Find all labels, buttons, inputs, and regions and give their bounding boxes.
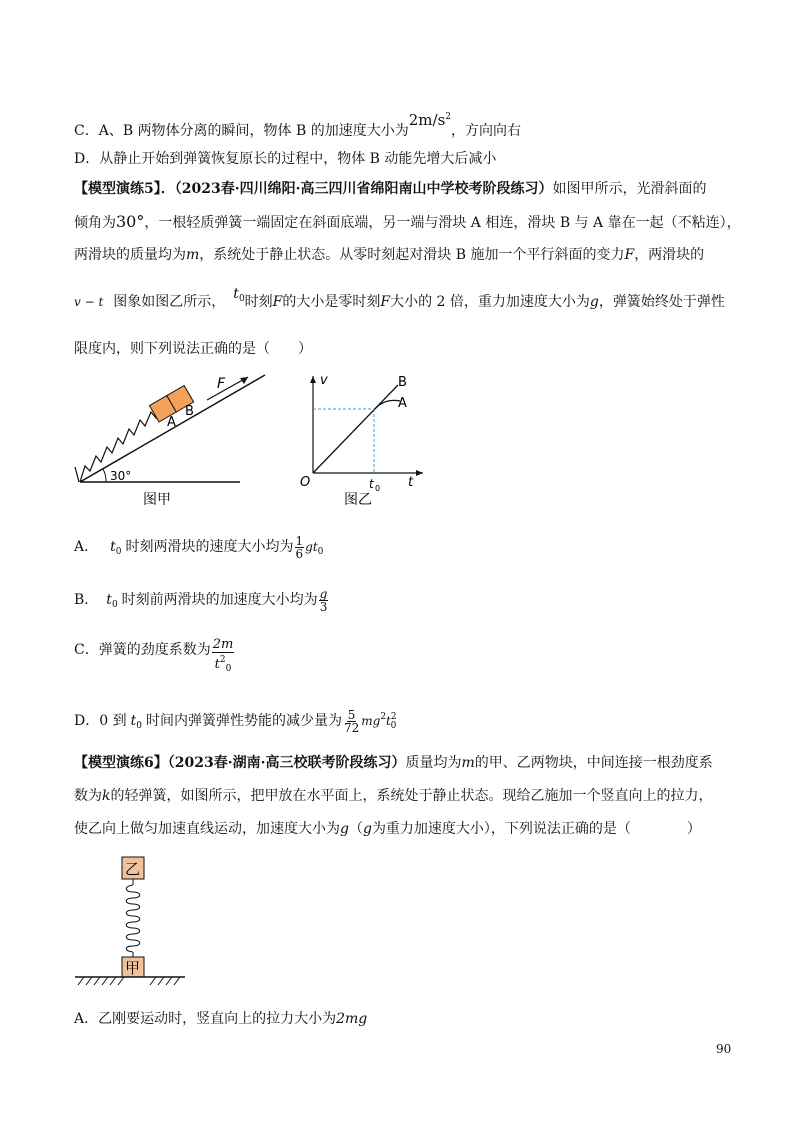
q5-line-3: 两滑块的质量均为m，系统处于静止状态。从零时刻起对滑块 B 施加一个平行斜面的变力F，两滑块的	[74, 247, 705, 263]
origin-label: O	[300, 475, 311, 490]
line-b-label: B	[398, 375, 407, 390]
block-a-label: A	[167, 415, 176, 430]
figure-caption-jia: 图甲	[143, 492, 171, 508]
page-number: 90	[716, 1042, 732, 1056]
q6-option-a: A．乙刚要运动时，竖直向上的拉力大小为2mg	[74, 1011, 368, 1027]
t0-sub: 0	[375, 484, 381, 493]
option-c-prev: C．A、B 两物体分离的瞬间，物体 B 的加速度大小为$2m/s^2$，方向向右	[74, 111, 522, 139]
q6-line-2: 数为k的轻弹簧，如图所示，把甲放在水平面上，系统处于静止状态。现给乙施加一个竖直向上的拉力，	[74, 788, 713, 804]
angle-label: 30°	[110, 469, 132, 483]
q5-option-c: C．弹簧的劲度系数为 $\frac{2m}{t^2_0}$	[74, 637, 234, 674]
spring-icon	[126, 885, 140, 952]
line-b	[313, 385, 398, 473]
q6-line-3: 使乙向上做匀加速直线运动，加速度大小为g（g为重力加速度大小），下列说法正确的是（ ）	[74, 821, 701, 837]
curve-a-label: A	[398, 396, 407, 411]
block-b-label: B	[185, 404, 194, 419]
q6-line-1: 【模型演练6】（2023春·湖南·高三校联考阶段练习）质量均为m的甲、乙两物块，中间连接一根劲度系	[74, 755, 713, 771]
force-label: F	[217, 376, 226, 392]
vertical-spring-figure	[70, 855, 190, 990]
option-d-prev: D．从静止开始到弹簧恢复原长的过程中，物体 B 动能先增大后减小	[74, 151, 497, 167]
q5-line-4: v − t 图象如图乙所示， $t_0$时刻F的大小是零时刻F大小的 2 倍，重力加速度大小为g，弹簧始终处于弹性	[74, 286, 725, 310]
t0-label: t	[369, 477, 374, 491]
q5-tag: 【模型演练5】．（2023春·四川绵阳·高三四川省绵阳南山中学校考阶段练习）	[74, 181, 553, 197]
ground-hatch	[78, 977, 180, 985]
q5-option-a: A． $t_0$ 时刻两滑块的速度大小均为 $\frac{1}{6}$ $gt_0$	[74, 533, 324, 561]
vt-graph	[298, 370, 438, 510]
q5-option-d: D．0 到 $t_0$ 时间内弹簧弹性势能的减少量为 $\frac{5}{72}$ $mg^2t^2_0$	[74, 707, 397, 735]
block-jia-label: 甲	[125, 959, 141, 977]
q5-line-2: 倾角为30°，一根轻质弹簧一端固定在斜面底端，另一端与滑块 A 相连，滑块 B 与 A 靠在一起（不粘连），	[74, 212, 741, 231]
q5-option-b: B． $t_0$ 时刻前两滑块的加速度大小均为 $\frac{g}{3}$	[74, 586, 328, 614]
figure-caption-yi: 图乙	[344, 492, 372, 508]
q6-tag: 【模型演练6】（2023春·湖南·高三校联考阶段练习）	[74, 755, 406, 771]
block-yi-label: 乙	[125, 860, 141, 878]
q5-line-1: 【模型演练5】．（2023春·四川绵阳·高三四川省绵阳南山中学校考阶段练习）如图甲所示，光滑斜面的	[74, 181, 707, 197]
axis-v-label: v	[320, 373, 328, 388]
incline-figure	[70, 370, 280, 510]
q5-line-5: 限度内，则下列说法正确的是（ ）	[74, 341, 312, 357]
axis-t-label: t	[408, 475, 414, 490]
